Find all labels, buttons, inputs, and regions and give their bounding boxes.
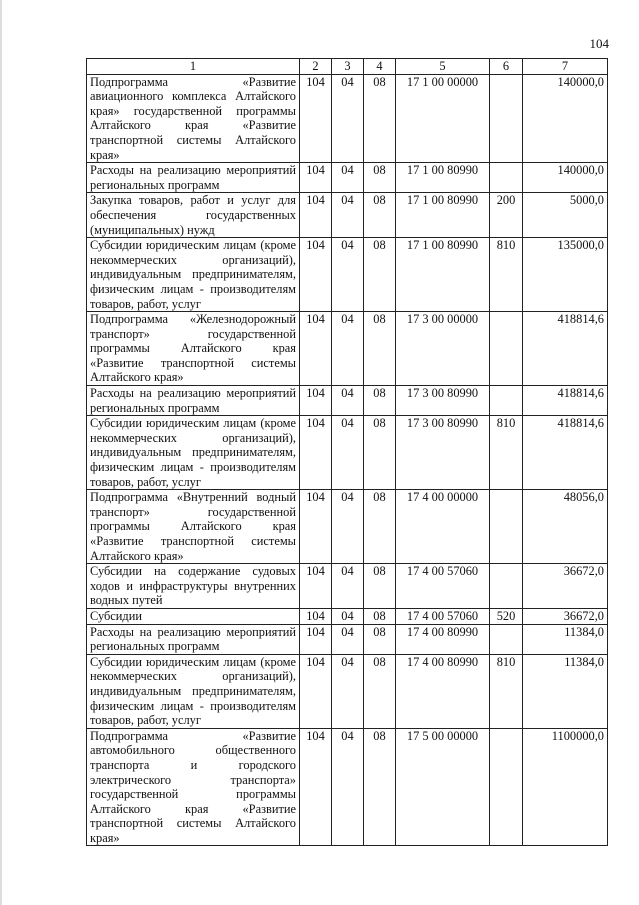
- row-amount: 11384,0: [523, 624, 608, 654]
- row-col2: 104: [300, 312, 332, 386]
- row-amount: 48056,0: [523, 490, 608, 564]
- row-col3: 04: [332, 490, 364, 564]
- row-name: Субсидии юридическим лицам (кроме некоммерческих организаций), индивидуальным предпринимателям, физическим лицам - производителям товаров, работ, услуг: [87, 654, 300, 728]
- row-col3: 04: [332, 312, 364, 386]
- row-amount: 36672,0: [523, 564, 608, 609]
- scan-edge: [0, 0, 2, 905]
- header-cell-7: 7: [523, 59, 608, 75]
- row-col5: 17 4 00 57060: [396, 608, 490, 624]
- row-col5: 17 1 00 80990: [396, 193, 490, 238]
- row-name: Подпрограмма «Железнодорожный транспорт» государственной программы Алтайского края «Развитие транспортной системы Алтайского края»: [87, 312, 300, 386]
- row-col3: 04: [332, 74, 364, 163]
- row-col5: 17 4 00 80990: [396, 654, 490, 728]
- row-amount: 418814,6: [523, 312, 608, 386]
- row-amount: 418814,6: [523, 386, 608, 416]
- row-col4: 08: [364, 163, 396, 193]
- row-amount: 1100000,0: [523, 728, 608, 846]
- table-row: [87, 238, 608, 312]
- row-col5: 17 3 00 80990: [396, 386, 490, 416]
- row-col2: 104: [300, 416, 332, 490]
- row-col5: 17 1 00 80990: [396, 163, 490, 193]
- row-col3: 04: [332, 654, 364, 728]
- row-col4: 08: [364, 608, 396, 624]
- page-number: 104: [589, 36, 609, 51]
- row-col5: 17 4 00 57060: [396, 564, 490, 609]
- header-cell-5: 5: [396, 59, 490, 75]
- row-col4: 08: [364, 193, 396, 238]
- row-amount: 418814,6: [523, 416, 608, 490]
- row-col2: 104: [300, 163, 332, 193]
- row-name: Закупка товаров, работ и услуг для обеспечения государственных (муниципальных) нужд: [87, 193, 300, 238]
- row-col4: 08: [364, 386, 396, 416]
- row-col6: [490, 312, 523, 386]
- table-row: [87, 728, 608, 846]
- row-col2: 104: [300, 74, 332, 163]
- header-cell-1: 1: [87, 59, 300, 75]
- table-row: [87, 564, 608, 609]
- row-col2: 104: [300, 490, 332, 564]
- row-col2: 104: [300, 608, 332, 624]
- row-col3: 04: [332, 608, 364, 624]
- table-row: [87, 312, 608, 386]
- row-col5: 17 5 00 00000: [396, 728, 490, 846]
- row-col5: 17 3 00 00000: [396, 312, 490, 386]
- row-name: Субсидии на содержание судовых ходов и инфраструктуры внутренних водных путей: [87, 564, 300, 609]
- table-row: [87, 624, 608, 654]
- header-cell-3: 3: [332, 59, 364, 75]
- row-col6: 810: [490, 238, 523, 312]
- row-name: Подпрограмма «Развитие авиационного комплекса Алтайского края» государственной программы Алтайского края «Развитие транспортной системы Алтайского края»: [87, 74, 300, 163]
- table-row: [87, 386, 608, 416]
- row-col4: 08: [364, 238, 396, 312]
- row-col2: 104: [300, 386, 332, 416]
- row-col3: 04: [332, 624, 364, 654]
- header-row: [87, 59, 608, 75]
- row-col3: 04: [332, 163, 364, 193]
- row-col4: 08: [364, 564, 396, 609]
- table-row: [87, 416, 608, 490]
- row-name: Субсидии юридическим лицам (кроме некоммерческих организаций), индивидуальным предпринимателям, физическим лицам - производителям товаров, работ, услуг: [87, 416, 300, 490]
- row-amount: 140000,0: [523, 163, 608, 193]
- row-col6: [490, 490, 523, 564]
- row-col6: [490, 624, 523, 654]
- row-col6: [490, 728, 523, 846]
- row-name: Субсидии юридическим лицам (кроме некоммерческих организаций), индивидуальным предпринимателям, физическим лицам - производителям товаров, работ, услуг: [87, 238, 300, 312]
- row-col5: 17 3 00 80990: [396, 416, 490, 490]
- row-col2: 104: [300, 654, 332, 728]
- header-cell-4: 4: [364, 59, 396, 75]
- row-col4: 08: [364, 728, 396, 846]
- row-col6: [490, 74, 523, 163]
- row-col3: 04: [332, 564, 364, 609]
- table-row: [87, 490, 608, 564]
- row-col6: 520: [490, 608, 523, 624]
- row-col4: 08: [364, 416, 396, 490]
- row-col6: 810: [490, 654, 523, 728]
- row-col3: 04: [332, 193, 364, 238]
- row-col5: 17 1 00 00000: [396, 74, 490, 163]
- row-col3: 04: [332, 386, 364, 416]
- budget-table: [86, 58, 608, 846]
- row-col2: 104: [300, 728, 332, 846]
- row-col4: 08: [364, 490, 396, 564]
- row-name: Подпрограмма «Развитие автомобильного общественного транспорта и городского электрического транспорта» государственной программы Алтайского края «Развитие транспортной системы Алтайского края»: [87, 728, 300, 846]
- row-col4: 08: [364, 312, 396, 386]
- row-col3: 04: [332, 238, 364, 312]
- table-row: [87, 193, 608, 238]
- row-name: Расходы на реализацию мероприятий региональных программ: [87, 386, 300, 416]
- row-name: Расходы на реализацию мероприятий региональных программ: [87, 163, 300, 193]
- row-amount: 135000,0: [523, 238, 608, 312]
- table-row: [87, 74, 608, 163]
- header-cell-6: 6: [490, 59, 523, 75]
- row-col3: 04: [332, 728, 364, 846]
- row-col5: 17 1 00 80990: [396, 238, 490, 312]
- row-name: Подпрограмма «Внутренний водный транспорт» государственной программы Алтайского края «Развитие транспортной системы Алтайского края»: [87, 490, 300, 564]
- row-col2: 104: [300, 624, 332, 654]
- row-col3: 04: [332, 416, 364, 490]
- table-row: [87, 163, 608, 193]
- row-amount: 140000,0: [523, 74, 608, 163]
- row-name: Субсидии: [87, 608, 300, 624]
- row-col5: 17 4 00 80990: [396, 624, 490, 654]
- row-col4: 08: [364, 74, 396, 163]
- row-col4: 08: [364, 624, 396, 654]
- row-col6: [490, 386, 523, 416]
- row-amount: 5000,0: [523, 193, 608, 238]
- table-body: [87, 74, 608, 846]
- row-name: Расходы на реализацию мероприятий региональных программ: [87, 624, 300, 654]
- row-col6: 200: [490, 193, 523, 238]
- row-col2: 104: [300, 193, 332, 238]
- row-col6: 810: [490, 416, 523, 490]
- row-amount: 11384,0: [523, 654, 608, 728]
- row-col6: [490, 163, 523, 193]
- row-col2: 104: [300, 238, 332, 312]
- row-col4: 08: [364, 654, 396, 728]
- header-cell-2: 2: [300, 59, 332, 75]
- row-col2: 104: [300, 564, 332, 609]
- row-col5: 17 4 00 00000: [396, 490, 490, 564]
- row-amount: 36672,0: [523, 608, 608, 624]
- table-row: [87, 654, 608, 728]
- row-col6: [490, 564, 523, 609]
- table-row: [87, 608, 608, 624]
